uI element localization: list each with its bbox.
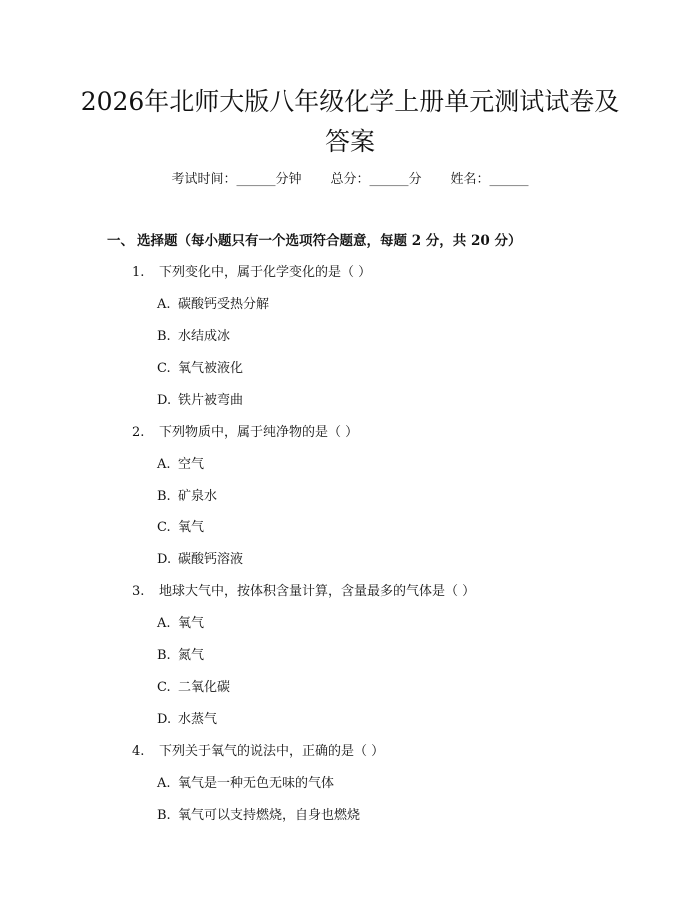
question-stem [132,421,358,440]
option-label: B. [157,329,171,344]
score-blank: ______ [369,172,409,187]
option-label: D. [157,712,172,727]
question-option [157,389,243,408]
question-option [157,644,204,663]
name-label: 姓名： [450,172,490,187]
name-blank: ______ [489,172,529,187]
question-number: 3. [132,584,145,599]
option-label: C. [157,520,171,535]
section-title: 选择题（每小题只有一个选项符合题意，每题 2 分，共 20 分） [137,233,522,249]
score-label: 总分： [330,172,370,187]
question-option [157,325,230,344]
question-text: 下列物质中，属于纯净物的是（ ） [159,425,359,440]
option-text: 矿泉水 [178,489,218,504]
option-label: A. [157,457,171,472]
question-option [157,293,269,312]
option-text: 碳酸钙受热分解 [178,297,270,312]
document-title: 2026年北师大版八年级化学上册单元测试试卷及答案 [80,87,620,156]
question-option [157,804,360,823]
time-unit: 分钟 [275,172,302,187]
option-text: 氧气 [178,616,205,631]
option-label: B. [157,808,171,823]
option-label: A. [157,616,171,631]
option-text: 铁片被弯曲 [178,393,244,408]
option-text: 氧气是一种无色无味的气体 [178,776,335,791]
time-label: 考试时间： [171,172,237,187]
question-option [157,453,204,472]
option-text: 氧气可以支持燃烧，自身也燃烧 [178,808,361,823]
option-text: 氧气 [178,520,205,535]
option-text: 氮气 [178,648,205,663]
option-label: D. [157,552,172,567]
option-text: 水蒸气 [178,712,218,727]
section-number: 一、 [107,233,134,249]
question-option [157,357,243,376]
question-stem [132,580,475,599]
option-text: 氧气被液化 [178,361,244,376]
option-text: 二氧化碳 [178,680,231,695]
question-option [157,548,243,567]
option-label: C. [157,680,171,695]
question-stem [132,740,384,759]
question-text: 下列关于氧气的说法中，正确的是（ ） [159,744,385,759]
question-option [157,772,334,791]
option-text: 碳酸钙溶液 [178,552,244,567]
exam-meta-line [0,168,700,187]
option-label: B. [157,648,171,663]
question-option [157,516,204,535]
option-label: A. [157,297,171,312]
question-option [157,612,204,631]
question-option [157,708,217,727]
question-option [157,485,217,504]
time-blank: ______ [236,172,276,187]
question-text: 地球大气中，按体积含量计算，含量最多的气体是（ ） [159,584,476,599]
question-number: 2. [132,425,145,440]
option-label: A. [157,776,171,791]
question-text: 下列变化中，属于化学变化的是（ ） [159,265,372,280]
question-number: 1. [132,265,145,280]
section-heading [107,229,521,249]
option-text: 空气 [178,457,205,472]
option-text: 水结成冰 [178,329,231,344]
score-unit: 分 [408,172,422,187]
question-stem [132,261,371,280]
question-option [157,676,230,695]
option-label: D. [157,393,172,408]
option-label: C. [157,361,171,376]
option-label: B. [157,489,171,504]
question-number: 4. [132,744,145,759]
